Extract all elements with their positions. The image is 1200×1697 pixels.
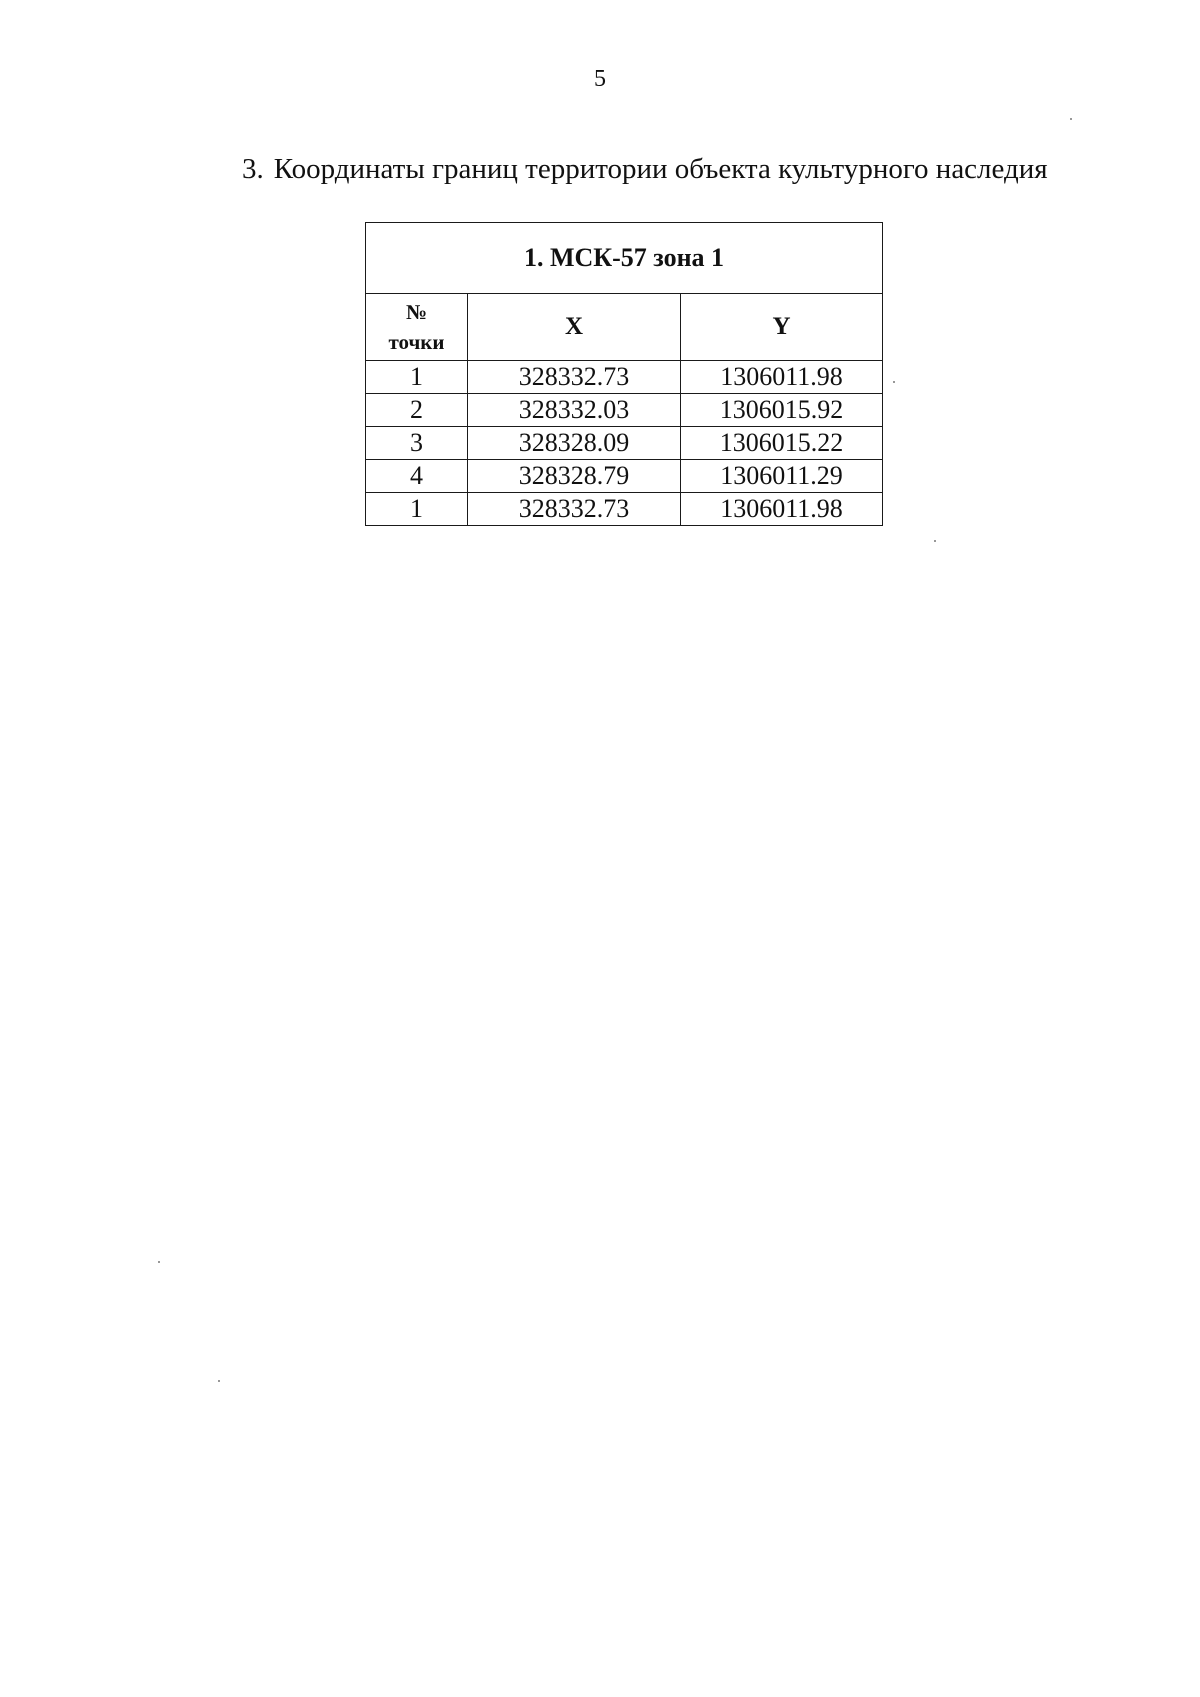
scan-speck xyxy=(158,1261,160,1263)
y-coordinate-cell: 1306015.22 xyxy=(681,427,883,460)
point-number-cell: 4 xyxy=(366,460,468,493)
scan-speck xyxy=(1070,118,1072,120)
point-number-cell: 1 xyxy=(366,361,468,394)
point-number-cell: 2 xyxy=(366,394,468,427)
coordinates-table xyxy=(365,222,883,526)
x-coordinate-cell: 328332.73 xyxy=(468,493,681,526)
page-number: 5 xyxy=(594,66,606,92)
x-coordinate-cell: 328332.73 xyxy=(468,361,681,394)
table-row xyxy=(366,493,883,526)
scan-speck xyxy=(218,1380,220,1382)
section-title: Координаты границ территории объекта культурного наследия xyxy=(273,153,1048,185)
section-number: 3. xyxy=(242,153,264,185)
table-row xyxy=(366,427,883,460)
y-coordinate-cell: 1306011.98 xyxy=(681,493,883,526)
table-row xyxy=(366,394,883,427)
table-row xyxy=(366,361,883,394)
column-header-x: X xyxy=(468,294,681,361)
table-row xyxy=(366,460,883,493)
x-coordinate-cell: 328332.03 xyxy=(468,394,681,427)
y-coordinate-cell: 1306011.98 xyxy=(681,361,883,394)
y-coordinate-cell: 1306015.92 xyxy=(681,394,883,427)
scan-speck xyxy=(934,540,936,542)
point-number-cell: 1 xyxy=(366,493,468,526)
section-heading xyxy=(242,153,1048,186)
column-header-point xyxy=(366,294,468,361)
y-coordinate-cell: 1306011.29 xyxy=(681,460,883,493)
column-header-point-number-sign: № xyxy=(405,300,428,324)
point-number-cell: 3 xyxy=(366,427,468,460)
table-header-row xyxy=(366,294,883,361)
table-title: 1. МСК-57 зона 1 xyxy=(366,223,883,294)
scan-speck xyxy=(893,381,895,383)
table-title-row xyxy=(366,223,883,294)
column-header-y: Y xyxy=(681,294,883,361)
column-header-point-label: точки xyxy=(388,330,445,354)
x-coordinate-cell: 328328.09 xyxy=(468,427,681,460)
x-coordinate-cell: 328328.79 xyxy=(468,460,681,493)
